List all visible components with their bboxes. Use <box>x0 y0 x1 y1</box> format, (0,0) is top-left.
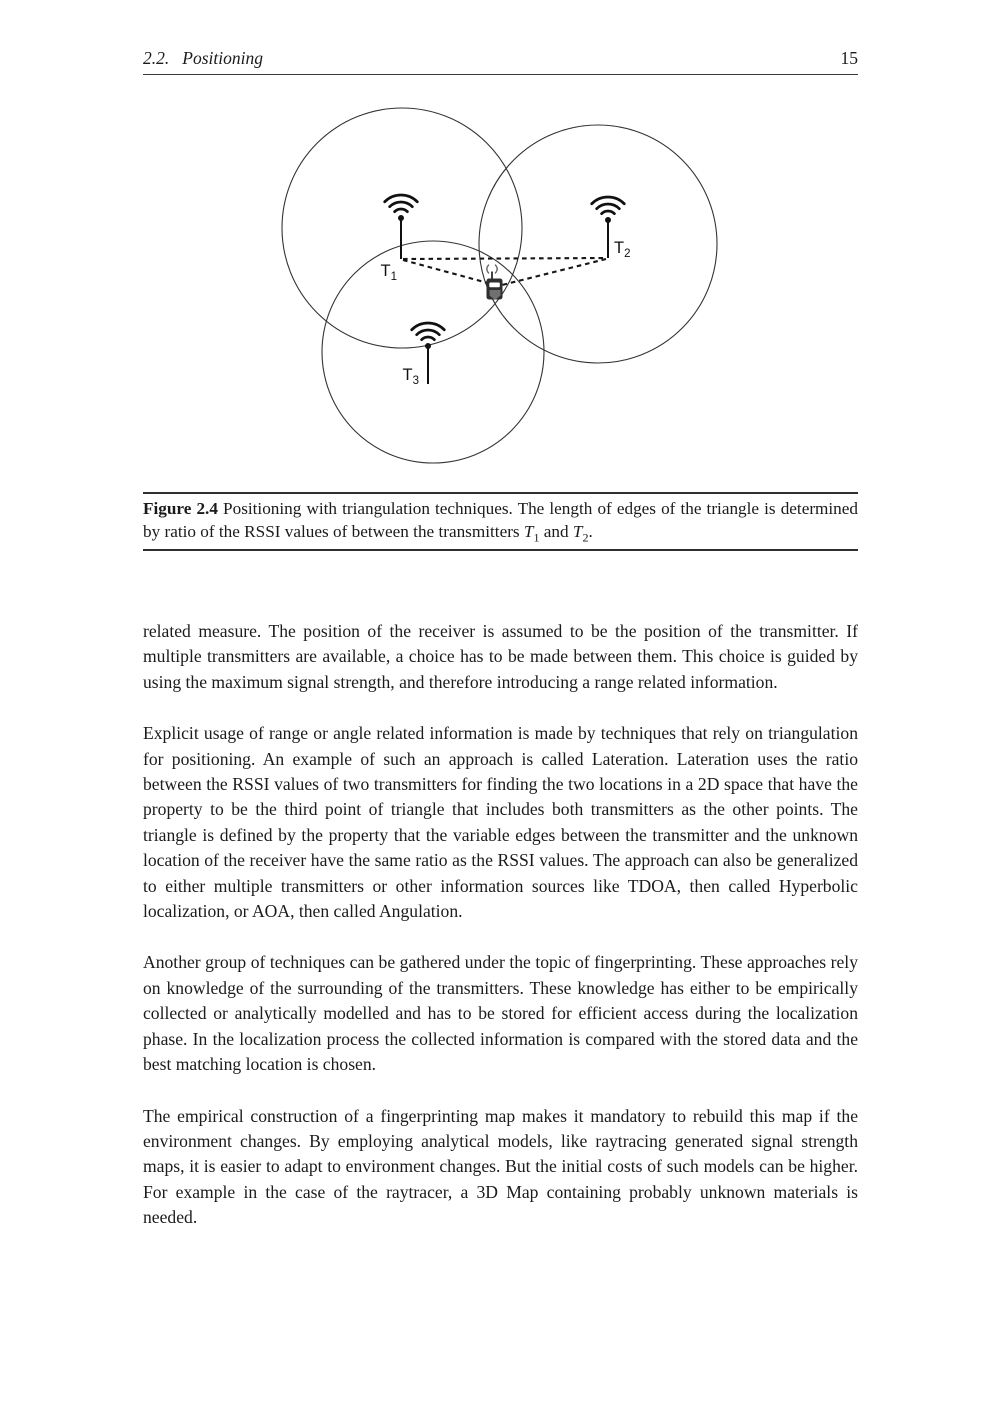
caption-label: Figure 2.4 <box>143 498 218 518</box>
transmitter-label-t2: $T_2$ <box>614 239 631 260</box>
transmitter-t1 <box>381 195 418 283</box>
section-number: 2.2. <box>143 48 170 68</box>
section-title: Positioning <box>182 48 263 68</box>
dashed-edge-t1-t2 <box>403 258 606 259</box>
receiver-wave-left <box>487 265 489 273</box>
caption-rule-top <box>143 492 858 494</box>
paragraph-1: related measure. The position of the receiver is assumed to be the position of the transmitter. If multiple transmitters are available, a choice has to be made between them. This choice is guided by using the maximum signal strength, and therefore introducing a range related information. <box>143 621 858 692</box>
caption-math-t2: T <box>572 522 583 542</box>
transmitter-t2 <box>592 197 631 260</box>
transmitter-t3 <box>403 323 445 387</box>
transmitter-label-t1: $T_1$ <box>380 262 397 283</box>
header-rule <box>143 74 858 75</box>
paragraph-2: Explicit usage of range or angle related information is made by techniques that rely on triangulation for positioning. An example of such an approach is called Lateration. Lateration uses the ratio between the RSSI values of two transmitters for finding the two locations in a 2D space that have the property to be the third point of triangle that includes both transmitters as the other points. The triangle is defined by the property that the variable edges between the transmitter and the unknown location of the receiver have the same ratio as the RSSI values. The approach can also be generalized to either multiple transmitters or other information sources like TDOA, then called Hyperbolic localization, or AOA, then called Angulation. <box>143 723 858 922</box>
caption-rule-bottom <box>143 549 858 551</box>
body-text <box>143 619 858 1257</box>
caption-text: Positioning with triangulation techniques. The length of edges of the triangle is determined by ratio of the RSSI values of between the transmitters <box>143 498 859 542</box>
transmitter-label-t3: $T_3$ <box>402 366 419 387</box>
page-header <box>143 48 858 75</box>
wifi-icon-t1 <box>390 202 413 207</box>
receiver-screen <box>489 283 500 288</box>
paragraph-3: Another group of techniques can be gathered under the topic of fingerprinting. These approaches rely on knowledge of the surrounding of the transmitters. These knowledge has either to be empirically collected or analytically modelled and has to be stored for efficient access during the localization phase. In the localization process the collected information is compared with the stored data and the best matching location is chosen. <box>143 952 858 1075</box>
triangulation-figure <box>278 103 722 469</box>
coverage-circle-t2 <box>479 125 717 363</box>
wifi-icon-t3 <box>417 330 440 335</box>
receiver-icon <box>487 265 503 300</box>
caption-math-t1: T <box>523 522 534 542</box>
receiver-wave-right <box>495 265 497 273</box>
wifi-icon-t1 <box>395 209 408 212</box>
dashed-edge-t2-receiver <box>502 259 606 285</box>
figure-caption-block <box>143 492 858 551</box>
dashed-edge-t1-receiver <box>403 260 488 283</box>
page-number: 15 <box>840 48 858 68</box>
wifi-icon-t2 <box>602 211 615 214</box>
wifi-icon-t2 <box>597 204 620 209</box>
figure-caption: Figure 2.4 Positioning with triangulation techniques. The length of edges of the triangle is determined by ratio of the RSSI values of between the transmitters $T_1$ and $T_2$. <box>143 498 859 545</box>
running-title <box>143 48 263 69</box>
triangle-edges <box>403 258 606 285</box>
coverage-circle-t3 <box>322 241 544 463</box>
wifi-icon-t3 <box>422 337 435 340</box>
paragraph-4: The empirical construction of a fingerprinting map makes it mandatory to rebuild this map if the environment changes. By employing analytical models, like raytracing generated signal strength maps, it is easier to adapt to environment changes. But the initial costs of such models can be higher. For example in the case of the raytracer, a 3D Map containing probably unknown materials is needed. <box>143 1105 858 1228</box>
